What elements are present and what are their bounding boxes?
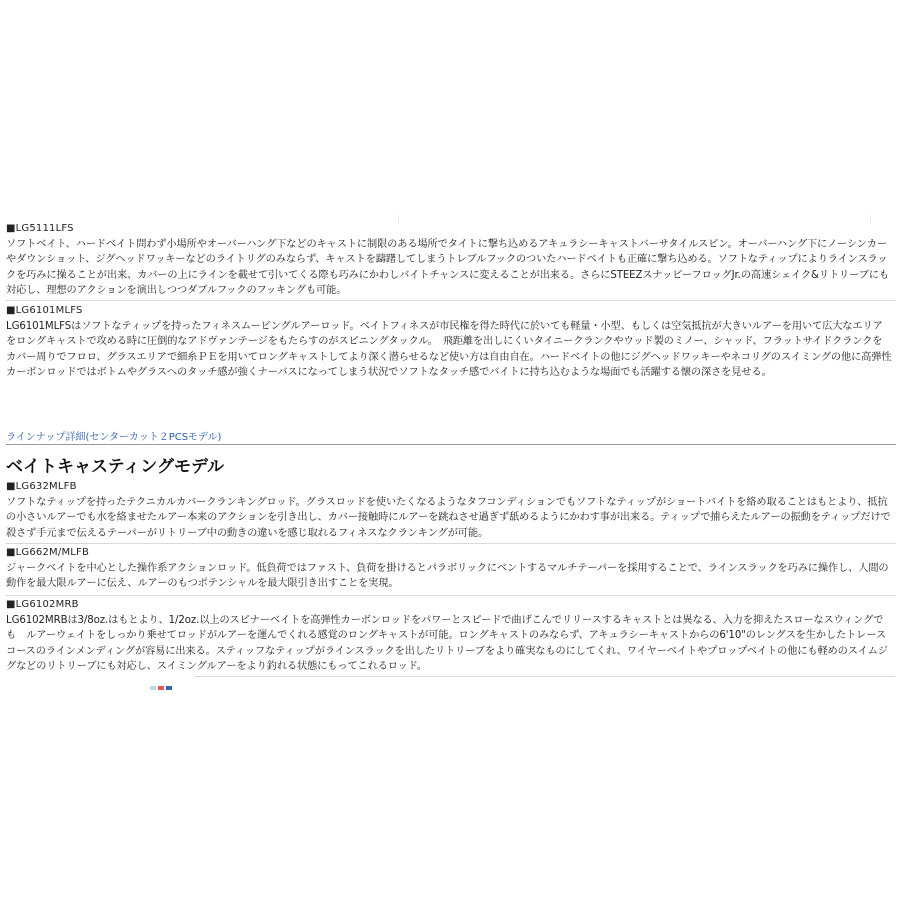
entry-divider [6, 300, 896, 301]
lineup-detail-link[interactable]: ラインナップ詳細(センターカット２PCSモデル) [6, 432, 222, 443]
model-code: ■LG632MLFB [6, 481, 77, 492]
model-description: ジャークベイトを中心とした操作系アクションロッド。低負荷ではファスト、負荷を掛けるとパラボリックにベントするマルチテーパーを採用することで、ラインスラックを巧みに操作し、人間の動作を最大限ルアーに伝え、ルアーのもつポテンシャルを最大限引き出すことを実現。 [6, 563, 889, 590]
model-code: ■LG6101MLFS [6, 305, 83, 316]
model-description: LG6101MLFSはソフトなティップを持ったフィネスムービングルアーロッド。ベイトフィネスが市民権を得た時代に於いても軽量・小型、もしくは空気抵抗が大きいルアーを用いて広大なエリアをロングキャストで攻める時に圧倒的なアドヴァンテージをもたらすのがスピニングタックル。 飛距離を出しにくいタイニークランクやウッド製のミノー、シャッド、フラットサイドクランクをカバー周りでフロロ、グラスエリアで細糸ＰＥを用いてロングキャストしてより深く潜らせるなど使い方は自由自在。ハードベイトの他にジグヘッドワッキーやネコリグのスイミングの他に高弾性カーボンロッドではボトムやグラスへのタッチ感が強くナーバスになってしまう状況でソフトなタッチ感でバイトに持ち込むような場面でも活躍する懐の深さを見せる。 [6, 321, 892, 379]
section-divider [6, 444, 896, 445]
entry-divider [6, 595, 896, 596]
model-description: LG6102MRBは3/8oz.はもとより、1/2oz.以上のスピナーベイトを高弾性カーボンロッドをパワーとスピードで曲げこんでリリースするキャストとは異なる、入力を抑えたスローなスウィングでも ルアーウェイトをしっかり乗せてロッドがルアーを運んでくれる感覚のロングキャストが可能。ロングキャストのみならず、アキュラシーキャストからの6'10"のレングスを生かしたトレースコースのラインメンディングが容易に出来る。スティッフなティップがラインスラックを出したリトリーブをより確実なものにしてくれ、ワイヤーベイトやプロップベイトの他にも軽めのスイムジグなどのリトリーブにも対応し、スイミングルアーをより釣れる状態にもってこれるロッド。 [6, 615, 888, 673]
model-code: ■LG6102MRB [6, 599, 79, 610]
model-code: ■LG5111LFS [6, 223, 74, 234]
spec-entry [6, 304, 892, 381]
spec-entry [6, 598, 892, 675]
section-heading: ベイトキャスティングモデル [6, 457, 225, 477]
model-description: ソフトベイト、ハードベイト問わず小場所やオーバーハング下などのキャストに制限のある場所でタイトに撃ち込めるアキュラシーキャストバーサタイルスピン。オーバーハング下にノーシンカーやダウンショット、ジグヘッドワッキーなどのライトリグのみならず、キャストを躊躇してしまうトレブルフックのついたハードベイトも正確に撃ち込める。ソフトなティップによりラインスラックを巧みに操ることが出来、カバーの上にラインを載せて引いてくる際も巧みにかわしバイトチャンスに変えることが出来る。さらにSTEEZスナッピーフロッグJr.の高速シェイク&リトリーブにも対応し、理想のアクションを演出しつつダブルフックのフッキングも可能。 [6, 239, 889, 297]
model-description: ソフトなティップを持ったテクニカルカバークランキングロッド。グラスロッドを使いたくなるようなタフコンディションでもソフトなティップがショートバイトを絡め取ることはもとより、抵抗の小さいルアーでも水を絡ませたルアー本来のアクションを引き出し、カバー接触時にルアーを跳ねさせ過ぎず舐めるようにかわす事が出来る。ティップで捕らえたルアーの振動をティップだけで殺さず手元まで伝えるテーパーがリトリーブ中の動きの違いを感じ取れるフィネスなクランキングが可能。 [6, 497, 891, 539]
model-code: ■LG662M/MLFB [6, 547, 90, 558]
spec-entry [6, 546, 892, 592]
spec-entry [6, 480, 892, 541]
bottom-divider [195, 676, 895, 677]
flag-stripe-graphic [150, 675, 180, 679]
entry-divider [6, 543, 896, 544]
spec-entry [6, 222, 892, 299]
